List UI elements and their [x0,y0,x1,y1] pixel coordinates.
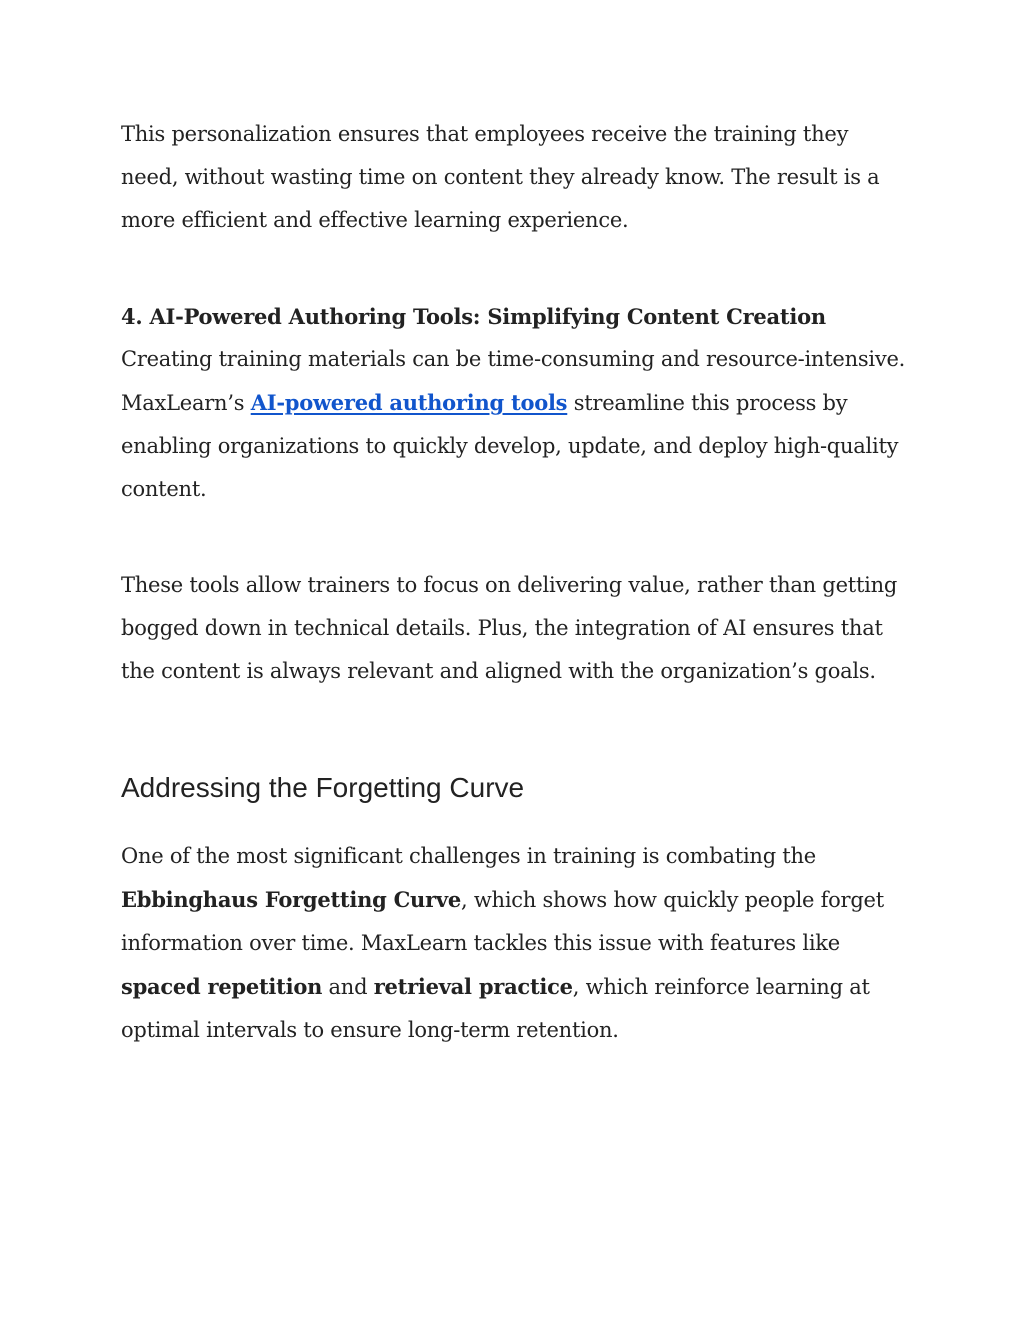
spaced-repetition-bold-term: spaced repetition [121,974,323,999]
authoring-text-after-link: streamline this process by enabling organizations to quickly develop, update, and deploy high-quality content. [121,391,899,501]
forgetting-text-1: One of the most significant challenges in training is combating the [121,844,816,868]
forgetting-text-3: and [322,975,374,999]
document-page [121,113,911,1052]
forgetting-text-4: , which reinforce learning at optimal intervals to ensure long-term retention. [121,975,870,1042]
retrieval-practice-bold-term: retrieval practice [373,974,573,999]
personalization-paragraph: This personalization ensures that employees receive the training they need, without wasting time on content they already know. The result is a more efficient and effective learning experience. [121,122,880,232]
forgetting-text-2: , which shows how quickly people forget information over time. MaxLearn tackles this issue with features like [121,888,884,955]
ai-authoring-tools-link[interactable]: AI-powered authoring tools [250,390,568,415]
forgetting-curve-heading: Addressing the Forgetting Curve [121,772,525,803]
forgetting-curve-paragraph [121,835,911,1052]
authoring-text-before-link: Creating training materials can be time-consuming and resource-intensive. MaxLearn’s [121,347,906,415]
authoring-tools-heading: 4. AI-Powered Authoring Tools: Simplifying Content Creation [121,304,826,329]
ebbinghaus-bold-term: Ebbinghaus Forgetting Curve [121,887,461,912]
trainers-focus-paragraph: These tools allow trainers to focus on delivering value, rather than getting bogged down in technical details. Plus, the integration of AI ensures that the content is always relevant and aligned with the organization’s goals. [121,573,898,683]
authoring-tools-paragraph [121,338,911,511]
